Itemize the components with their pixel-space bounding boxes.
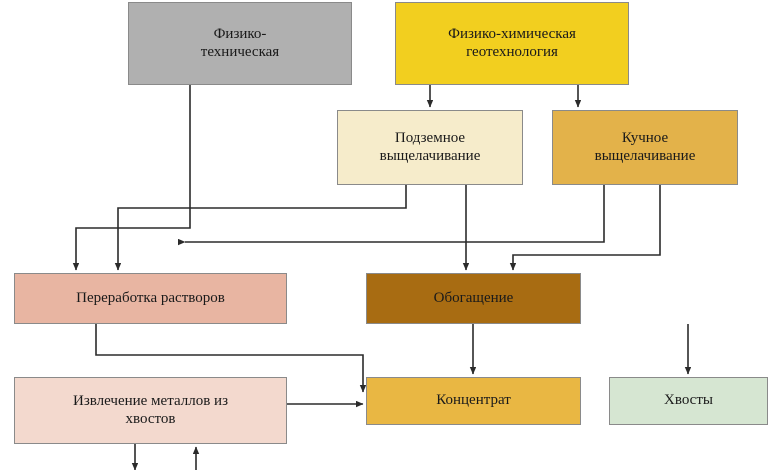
node-pererabotka-rastvorov[interactable] — [14, 273, 287, 324]
node-label: Подземное выщелачивание — [379, 129, 481, 164]
node-label: Переработка растворов — [76, 289, 225, 306]
node-label: Физико- техническая — [200, 25, 280, 60]
edge-fiziko-tehnicheskaya-to-pererabotka — [76, 85, 190, 270]
node-podzemnoe-vyshchelachivanie[interactable] — [337, 110, 523, 185]
node-label: Обогащение — [433, 289, 514, 306]
node-label: Кучное выщелачивание — [594, 129, 696, 164]
node-kuchnoe-vyshchelachivanie[interactable] — [552, 110, 738, 185]
node-izvlechenie-metallov-iz-hvostov[interactable] — [14, 377, 287, 444]
node-fiziko-tehnicheskaya[interactable] — [128, 2, 352, 85]
node-fiziko-himicheskaya-geotehnologiya[interactable] — [395, 2, 629, 85]
edge-kuchnoe-to-obogashchenie — [513, 185, 660, 270]
node-obogashchenie[interactable] — [366, 273, 581, 324]
node-label: Физико-химическая геотехнология — [448, 25, 576, 60]
node-kontsentrat[interactable] — [366, 377, 581, 425]
edge-kuchnoe-to-pererabotka — [185, 185, 604, 242]
node-hvosty[interactable] — [609, 377, 768, 425]
node-label: Концентрат — [436, 392, 511, 409]
node-label: Хвосты — [664, 392, 713, 409]
node-label: Извлечение металлов из хвостов — [72, 392, 228, 427]
